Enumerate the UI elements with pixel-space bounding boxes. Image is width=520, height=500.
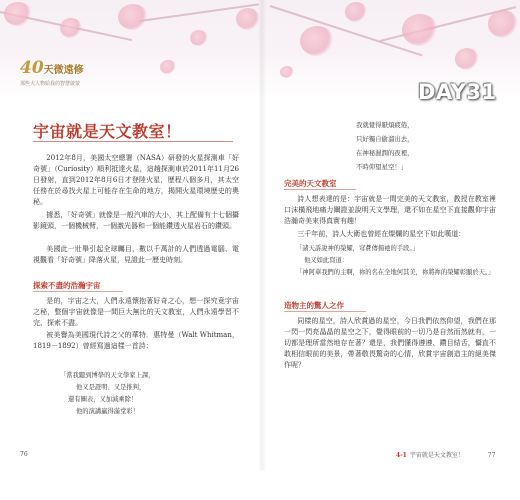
left-section-paragraph-2: 被美譽為美國現代詩之父的華特．惠特曼（Walt Whitman，1819－1892）曾經寫過這樣一首詩： [33, 331, 239, 350]
poem-line: 在神秘濕潤的夜裡， [356, 149, 414, 157]
right-page-number: 77 [487, 452, 496, 459]
right-page-footer [396, 450, 495, 459]
psalm-line: 他又如此寫道： [304, 257, 349, 264]
whitman-poem-part-1 [60, 370, 154, 418]
section-heading-perfect-classroom: 完美的天文教室 [284, 179, 337, 188]
whitman-poem-part-2 [356, 118, 414, 174]
psalm-line: 「神阿華我們的主啊，祢的名在全地何其美，祢將祢的榮耀彰顯於天。」 [296, 269, 495, 276]
logo-number: 40 [20, 58, 44, 78]
poem-line: 只好獨自偷溜出去， [356, 135, 414, 143]
poem-line: 「當我聽到博學的天文學家上課， [60, 372, 155, 379]
psalm-line: 「諸天訴說神的榮耀，穹蒼傳揚祂的手段。」 [296, 245, 419, 252]
section-heading-creator: 造物主的驚人之作 [284, 301, 344, 310]
poem-line: 還有圖表，又加減乘除！ [68, 396, 138, 403]
section-heading-rule [284, 311, 366, 312]
poem-line: 他的演講贏得滿堂彩！ [76, 408, 139, 415]
left-section-paragraph-1: 是的，宇宙之大，人們永遠懷抱著好奇之心，想一探究竟宇宙之秘，整個宇宙就像是一間巨大無比的天文教室，人們永遠學習不完、探索不盡。 [33, 297, 239, 327]
left-page-number: 76 [20, 451, 28, 458]
poem-line: 我就覺得厭煩疲倦， [356, 121, 414, 129]
logo-subtitle: 那些大人物給我的智慧啟蒙 [20, 81, 81, 87]
right-paragraph-1: 詩人想表達的是：宇宙就是一間完美的天文教室，教授在教室裡口沫橫飛地痛力闡證並說明天文學理，還不如在星空下直接觀仰宇宙浩瀚奇美來得真實有趣！ [284, 195, 496, 225]
left-paragraph-2: 據悉，「好奇號」就像是一般汽車的大小，其上配備有十七個攝影鏡頭，一個機械臂，一個激光器和一個能鑽透火星岩石的鑽頭。 [33, 211, 239, 230]
section-heading-exploration: 探索不盡的浩瀚宇宙 [33, 281, 101, 290]
book-gutter [258, 0, 266, 470]
chapter-title: 宇宙就是天文教室！ [33, 122, 182, 141]
footer-chapter-number: 4-1 [396, 452, 407, 459]
footer-chapter-title: 宇宙就是天文教室！ [409, 452, 464, 459]
chapter-title-rule [33, 141, 233, 142]
left-paragraph-3: 美國此一壯舉引起全球矚目，數以千萬計的人們透過電腦、電視觀看「好奇號」降落火星，見證此一歷史時刻。 [33, 245, 239, 264]
section-heading-rule [33, 291, 123, 292]
section-heading-rule [284, 189, 356, 190]
poem-line: 不時仰望星空！」 [356, 163, 408, 171]
day-label: DAY31 [418, 80, 497, 104]
psalm-quotes [296, 243, 496, 279]
poem-line: 他又是證明、又是推判， [76, 384, 146, 391]
left-paragraph-1: 2012年8月，美國太空總署（NASA）研發的火星探測車「好奇號」（Curiosity）順利抵達火星，這趟探測車於2011年11月26日發射，直到2012年8月6日才登陸火星，歷程八個多月，其太空任務在於尋找火星上可能存在生命的地方，揭開火星環境歷史的奧秘。 [33, 154, 239, 206]
right-paragraph-2: 三千年前，詩人大衛也曾經在燦爛的星空下如此嘆道： [297, 230, 466, 238]
right-paragraph-3: 同樣的星空，詩人欣賞過的星空，今日我們依然仰望，我們在那一閃一閃亮晶晶的星空之下，覺得眼前的一切乃是自然而然就有，一切都是理所當然地存在著？還是，我們懂得遵遵、鑽目結舌，懾直不敢相信眼前的美景，帶著敬畏驚奇的心情，欣賞宇宙創造主的絕美傑作呢？ [284, 317, 496, 369]
logo-title: 天微遠修 [43, 65, 84, 76]
book-logo [20, 58, 110, 87]
